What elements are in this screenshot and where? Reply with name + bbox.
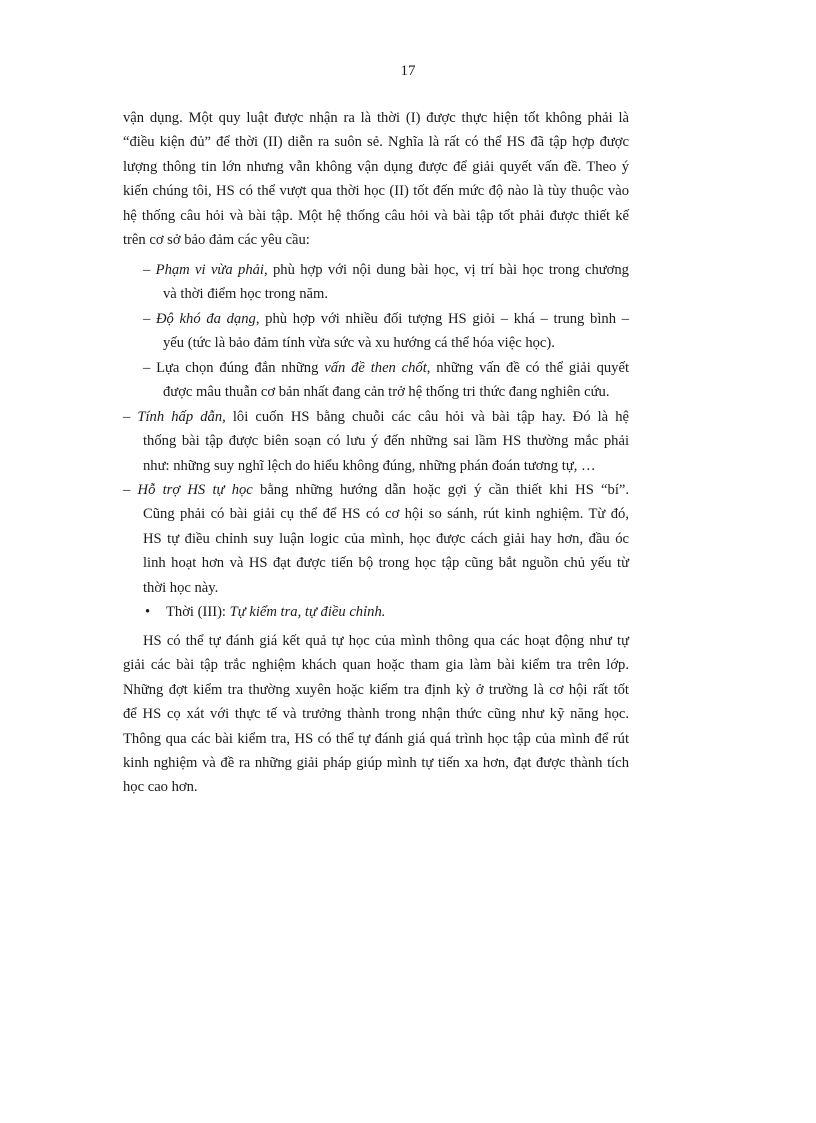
text-line — [143, 356, 629, 380]
text-line: được mâu thuẫn cơ bản nhất đang cản trở hệ thống tri thức đang nghiên cứu. — [163, 384, 610, 401]
text-line: Những đợt kiểm tra thường xuyên hoặc kiểm tra định kỳ ở trường là cơ hội rất tốt — [123, 681, 629, 698]
text-line: trên cơ sở bảo đảm các yêu cầu: — [123, 232, 310, 249]
requirement-item — [123, 478, 629, 600]
requirement-title: Độ khó đa dạng — [156, 311, 256, 327]
dash: – — [143, 262, 156, 278]
requirement-item — [143, 307, 629, 356]
dash: – — [123, 409, 138, 425]
paragraph-self-assessment — [123, 629, 629, 800]
text-line: HS tự điều chỉnh suy luận logic của mình, học được cách giải hay hơn, đầu óc — [143, 530, 629, 547]
text-line: linh hoạt hơn và HS đạt được tiến bộ trong học tập cũng bắt nguồn chủ yếu từ — [143, 555, 629, 572]
requirement-title: Hỗ trợ HS tự học — [137, 482, 253, 498]
bullet-label: Thời (III): — [166, 604, 230, 620]
text-line: Cũng phải có bài giải cụ thể để HS có cơ hội so sánh, rút kinh nghiệm. Từ đó, — [143, 506, 629, 523]
page-number: 17 — [400, 63, 416, 79]
requirement-title: vấn đề then chốt — [324, 360, 427, 376]
dash: – — [123, 482, 138, 498]
text-line: vận dụng. Một quy luật được nhận ra là thời (I) được thực hiện tốt không phải là — [123, 110, 629, 126]
requirement-title: Phạm vi vừa phải — [155, 262, 264, 278]
bullet-text — [123, 600, 629, 624]
text-line — [143, 307, 629, 331]
text-line: “điều kiện đủ” để thời (II) diễn ra suôn sẻ. Nghĩa là rất có thể HS đã tập hợp được — [123, 134, 629, 151]
requirement-text: , phù hợp với nội dung bài học, vị trí bài học trong chương — [264, 262, 629, 278]
requirement-text: , lôi cuốn HS bằng chuỗi các câu hỏi và bài tập hay. Đó là hệ — [222, 409, 629, 425]
text-line: để HS cọ xát với thực tế và trưởng thành trong nhận thức cũng như kỹ năng học. — [123, 706, 629, 723]
bullet-title: Tự kiểm tra, tự điều chỉnh. — [229, 604, 386, 620]
paragraph-intro — [123, 106, 629, 252]
text-line: HS có thể tự đánh giá kết quả tự học của mình thông qua các hoạt động như tự — [143, 633, 629, 649]
text-line: thời học này. — [143, 579, 219, 596]
text-line — [123, 478, 629, 502]
text-line: lượng thông tin lớn nhưng vẫn không vận dụng được để giải quyết vấn đề. Theo ý — [123, 158, 629, 175]
requirement-text: , phù hợp với nhiều đối tượng HS giỏi – khá – trung bình – — [255, 311, 629, 327]
text-line: như: những suy nghĩ lệch do hiểu không đúng, những phán đoán tương tự, … — [143, 457, 596, 474]
text-line: yếu (tức là bảo đảm tính vừa sức và xu hướng cá thể hóa việc học). — [163, 335, 555, 352]
requirement-title: Tính hấp dẫn — [137, 409, 223, 425]
requirement-item — [123, 405, 629, 478]
text-line — [123, 405, 629, 429]
requirement-item — [143, 356, 629, 405]
bullet-item — [123, 600, 629, 624]
text-line: và thời điểm học trong năm. — [163, 286, 328, 303]
text-line: hệ thống câu hỏi và bài tập. Một hệ thống câu hỏi và bài tập tốt phải được thiết kế — [123, 207, 629, 224]
requirement-item — [143, 258, 629, 307]
text-line: Thông qua các bài kiểm tra, HS có thể tự đánh giá quá trình học tập của mình để rút — [123, 730, 629, 747]
bullet-icon: • — [145, 604, 151, 620]
dash: – Lựa chọn đúng đắn những — [143, 360, 325, 376]
text-line: thống bài tập được biên soạn có lưu ý đến những sai lầm HS thường mắc phải — [143, 433, 629, 450]
text-line — [143, 258, 629, 282]
text-line: học cao hơn. — [123, 779, 198, 796]
requirement-text: , những vấn đề có thể giải quyết — [426, 360, 629, 376]
text-line: giải các bài tập trắc nghiệm khách quan hoặc tham gia làm bài kiểm tra trên lớp. — [123, 657, 629, 674]
dash: – — [143, 311, 156, 327]
text-line: kiến chúng tôi, HS có thể vượt qua thời học (II) tốt đến mức độ nào là tùy thuộc vào — [123, 183, 629, 200]
requirement-text: bằng những hướng dẫn hoặc gợi ý cần thiết khi HS “bí”. — [252, 482, 630, 498]
text-line: kinh nghiệm và đề ra những giải pháp giúp mình tự tiến xa hơn, đạt được thành tích — [123, 755, 629, 772]
